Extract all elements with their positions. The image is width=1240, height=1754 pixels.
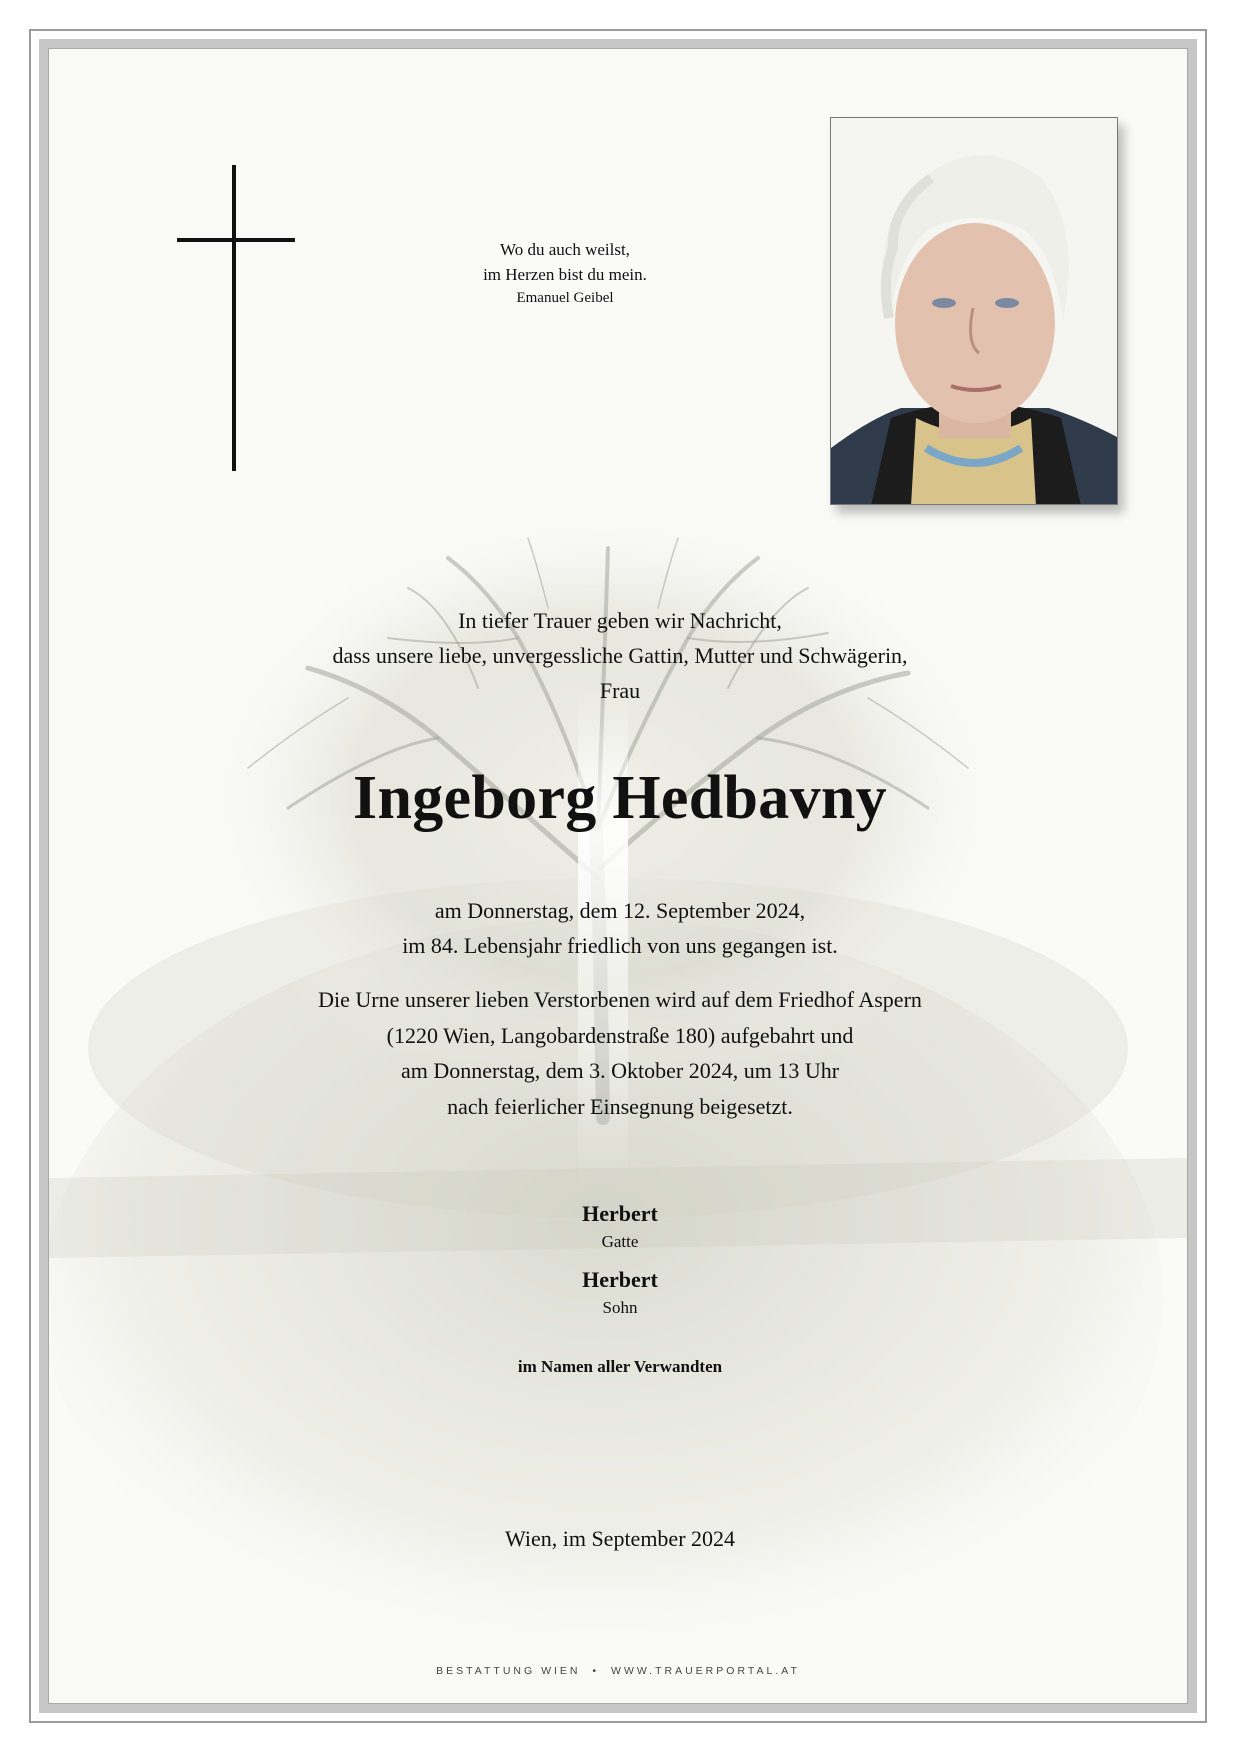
- announcement-intro: [150, 603, 1090, 708]
- footer-separator: •: [592, 1665, 600, 1677]
- intro-line-1: In tiefer Trauer geben wir Nachricht,: [458, 608, 782, 633]
- mourner-name: Herbert: [582, 1201, 658, 1226]
- urn-line-3: am Donnerstag, dem 3. Oktober 2024, um 13 Uhr: [400, 1058, 840, 1083]
- mourner-relation: Gatte: [601, 1232, 639, 1251]
- death-line-1: am Donnerstag, dem 12. September 2024,: [434, 898, 806, 923]
- death-notice: [150, 893, 1090, 963]
- urn-line-2: (1220 Wien, Langobardenstraße 180) aufgebahrt und: [386, 1022, 854, 1048]
- mourner-entry: [150, 1199, 1090, 1255]
- relatives-note: im Namen aller Verwandten: [517, 1357, 723, 1376]
- urn-line-4: nach feierlicher Einsegnung beigesetzt.: [447, 1093, 793, 1119]
- place-and-date: Wien, im September 2024: [504, 1526, 736, 1551]
- intro-line-3: Frau: [599, 678, 641, 703]
- mourners-list: [150, 1199, 1090, 1321]
- death-line-2: im 84. Lebensjahr friedlich von uns gegangen ist.: [402, 933, 838, 958]
- memorial-quote: [420, 237, 710, 309]
- mourner-relation: Sohn: [602, 1298, 638, 1317]
- deceased-name: Ingeborg Hedbavny: [353, 764, 887, 832]
- intro-line-2: dass unsere liebe, unvergessliche Gattin, Mutter und Schwägerin,: [332, 643, 908, 668]
- urn-line-1: Die Urne unserer lieben Verstorbenen wird auf dem Friedhof Aspern: [318, 987, 922, 1012]
- quote-author: Emanuel Geibel: [516, 290, 614, 306]
- footer-organization: BESTATTUNG WIEN: [436, 1665, 581, 1677]
- footer-credits: [300, 1665, 936, 1677]
- cross-icon: [177, 165, 295, 471]
- quote-line-2: im Herzen bist du mein.: [483, 265, 647, 284]
- mourner-entry: [150, 1265, 1090, 1321]
- quote-line-1: Wo du auch weilst,: [500, 240, 630, 259]
- funeral-details: [150, 982, 1090, 1124]
- mourner-name: Herbert: [582, 1267, 658, 1292]
- footer-website-link[interactable]: WWW.TRAUERPORTAL.AT: [611, 1665, 800, 1677]
- portrait-photo: [830, 117, 1118, 505]
